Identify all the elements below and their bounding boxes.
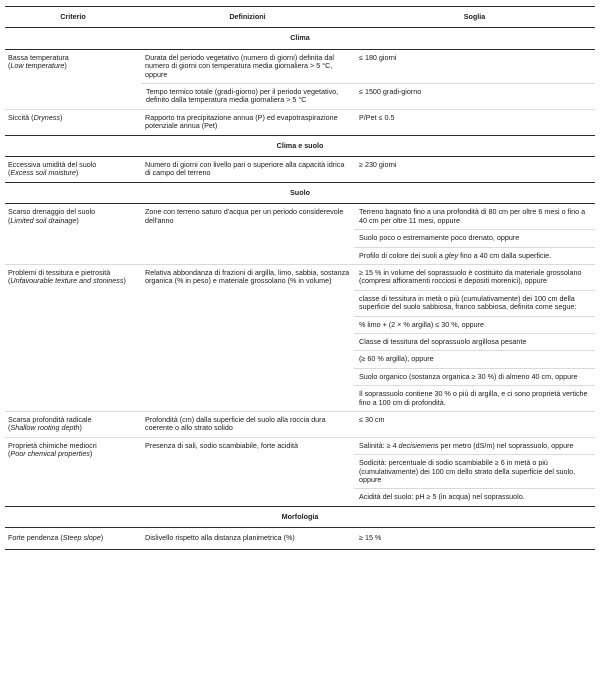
table-row — [5, 528, 595, 549]
definition-cell: Rapporto tra precipitazione annua (P) ed evapotraspirazione potenziale annua (Pet) — [141, 109, 354, 135]
threshold-cell — [354, 247, 595, 264]
threshold-cell: ≤ 180 giorni — [359, 52, 397, 62]
threshold-italic: decisiemens — [398, 440, 439, 450]
criterion-english: Low temperature — [10, 61, 65, 71]
criteria-table — [5, 6, 595, 550]
threshold-cell: Classe di tessitura del soprassuolo argillosa pesante — [354, 333, 595, 350]
definition-cell: Presenza di sali, sodio scambiabile, forte acidità — [141, 437, 354, 506]
criterion-cell: Forte pendenza (Steep slope) — [5, 528, 141, 549]
table-row — [5, 49, 595, 83]
threshold-italic: gley — [444, 250, 459, 260]
definition-cell: Relativa abbondanza di frazioni di argilla, limo, sabbia, sostanza organica (% in peso) e materiale grossolano (% in volume) — [141, 264, 354, 411]
threshold-cell: ≤ 30 cm — [354, 411, 595, 437]
criterion-name: Bassa temperatura — [8, 52, 69, 62]
criterion-cell: Eccessiva umidità del suolo (Excess soil moisture) — [8, 160, 97, 178]
section-title: Clima — [5, 28, 595, 49]
criterion-name: Problemi di tessitura e pietrosità — [8, 267, 111, 277]
section-header-row — [5, 28, 595, 49]
threshold-cell: % limo + (2 × % argilla) ≤ 30 %, oppure — [354, 316, 595, 333]
section-title: Clima e suolo — [5, 135, 595, 156]
threshold-cell: ≥ 230 giorni — [359, 160, 397, 170]
section-title: Suolo — [5, 182, 595, 203]
table-row — [5, 437, 595, 454]
threshold-cell: Suolo poco o estremamente poco drenato, oppure — [354, 230, 595, 247]
threshold-cell — [354, 437, 595, 454]
threshold-cell: Suolo organico (sostanza organica ≥ 30 %) di almeno 40 cm, oppure — [354, 368, 595, 385]
definition-cell: Tempo termico totale (gradi-giorno) per il periodo vegetativo, definito dalla temperatura media giornaliera > 5 °C — [141, 84, 354, 110]
definition-cell: Durata del periodo vegetativo (numero di giorni) definita dal numero di giorni con temperatura media giornaliera > 5 °C, oppure — [145, 52, 334, 79]
section-header-row — [5, 182, 595, 203]
threshold-cell: classe di tessitura in metà o più (cumulativamente) dei 100 cm della superficie del suolo sabbiosa, franco sabbiosa, definita come segue: — [354, 290, 595, 316]
criterion-english: Steep slope — [62, 533, 101, 543]
criterion-cell: Bassa temperatura (Low temperature) — [8, 52, 69, 71]
table-row — [5, 411, 595, 437]
column-header-soglia: Soglia — [354, 7, 595, 28]
section-title: Morfologia — [5, 506, 595, 527]
threshold-text: fino a 40 cm dalla superficie. — [458, 250, 552, 260]
criterion-cell: Siccità (Dryness) — [5, 109, 141, 135]
threshold-text: Salinità: ≥ 4 — [359, 440, 399, 450]
threshold-cell: P/Pet ≤ 0.5 — [354, 109, 595, 135]
table-row — [5, 157, 595, 183]
criterion-english: Dryness — [33, 112, 60, 122]
section-header-row — [5, 135, 595, 156]
criterion-english: Excess soil moisture — [10, 168, 76, 178]
column-header-criterio: Criterio — [5, 7, 141, 28]
criterion-english: Limited soil drainage — [10, 215, 77, 225]
criterion-cell: Proprietà chimiche mediocri (Poor chemical properties) — [5, 437, 141, 506]
threshold-cell: Il soprassuolo contiene 30 % o più di argilla, e ci sono proprietà vertiche fino a 100 cm di profondità. — [354, 386, 595, 412]
threshold-cell: (≥ 60 % argilla), oppure — [354, 351, 595, 368]
criterion-name: Forte pendenza — [8, 533, 59, 543]
threshold-text: per metro (dS/m) nel soprassuolo, oppure — [438, 440, 574, 450]
criterion-name: Proprietà chimiche mediocri — [8, 440, 97, 450]
definition-cell: Dislivello rispetto alla distanza planimetrica (%) — [141, 528, 354, 549]
threshold-cell: ≥ 15 % — [354, 528, 595, 549]
criterion-english: Poor chemical properties — [10, 449, 90, 459]
threshold-cell: Sodicità: percentuale di sodio scambiabile ≥ 6 in metà o più (cumulativamente) dei 100 cm dello strato della superficie del suolo, oppure — [354, 455, 595, 489]
criterion-english: Unfavourable texture and stoniness — [10, 276, 124, 286]
threshold-cell: Acidità del suolo: pH ≥ 5 (in acqua) nel soprassuolo. — [354, 489, 595, 506]
threshold-cell: ≤ 1500 gradi-giorno — [354, 84, 595, 110]
criterion-name: Scarso drenaggio del suolo — [8, 207, 96, 217]
criterion-cell: Problemi di tessitura e pietrosità (Unfavourable texture and stoniness) — [5, 264, 141, 411]
table-row — [5, 264, 595, 290]
table-row — [5, 109, 595, 135]
threshold-text: Profilo di colore dei suoli a — [359, 250, 445, 260]
criterion-name: Eccessiva umidità del suolo — [8, 160, 97, 170]
definition-cell: Numero di giorni con livello pari o superiore alla capacità idrica di campo del terreno — [145, 160, 345, 178]
header-row — [5, 7, 595, 28]
criterion-cell: Scarso drenaggio del suolo (Limited soil drainage) — [8, 207, 96, 225]
table-row — [5, 204, 595, 230]
criterion-cell: Scarsa profondità radicale (Shallow rooting depth) — [5, 411, 141, 437]
definition-cell: Profondità (cm) dalla superficie del suolo alla roccia dura coerente o allo strato solido — [141, 411, 354, 437]
column-header-definizioni: Definizioni — [141, 7, 354, 28]
definition-cell: Zone con terreno saturo d'acqua per un periodo considerevole dell'anno — [145, 207, 344, 225]
threshold-cell: ≥ 15 % in volume del soprassuolo è costituito da materiale grossolano (compresi affioramenti rocciosi e depositi morenici), oppure — [354, 264, 595, 290]
criterion-name: Siccità — [8, 112, 30, 122]
criterion-english: Shallow rooting depth — [10, 423, 80, 433]
criterion-name: Scarsa profondità radicale — [8, 414, 92, 424]
section-header-row — [5, 506, 595, 527]
threshold-cell: Terreno bagnato fino a una profondità di 80 cm per oltre 6 mesi o fino a 40 cm per oltre 11 mesi, oppure — [359, 207, 586, 225]
